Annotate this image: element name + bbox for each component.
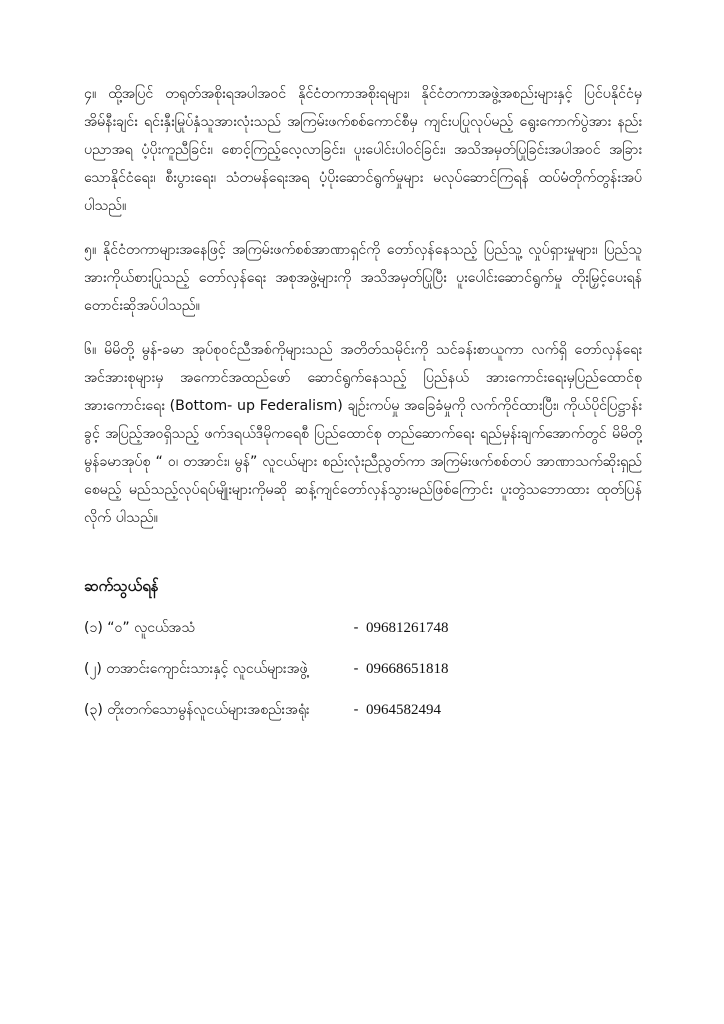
contact-phone: 09681261748	[366, 620, 449, 636]
paragraph-5: ၅။ နိုင်ငံတကာများအနေဖြင့် အကြမ်းဖက်စစ်အာဏာရှင်ကို တော်လှန်နေသည့် ပြည်သူ့ လှုပ်ရှားမှုများ၊ ပြည်သူအားကိုယ်စားပြုသည့် တော်လှန်ရေး အစုအဖွဲ့များကို အသိအမှတ်ပြုပြီး ပူးပေါင်းဆောင်ရွက်မှု တိုးမြှင့်ပေးရန် တောင်းဆိုအပ်ပါသည်။	[84, 242, 642, 314]
document-page	[84, 80, 642, 739]
contact-separator: -	[353, 620, 359, 636]
contact-name: (၂) တအာင်းကျောင်းသားနှင့် လူငယ်များအဖွဲ့	[84, 661, 308, 677]
paragraph-4: ၄။ ထို့အပြင် တရုတ်အစိုးရအပါအဝင် နိုင်ငံတကာအစိုးရများ၊ နိုင်ငံတကာအဖွဲ့အစည်းများနှင့် ပြင်ပနိုင်ငံမှ အိမ်နီးချင်း ရင်းနှီးမြုပ်နှံသူအားလုံးသည် အကြမ်းဖက်စစ်ကောင်စီမှ ကျင်းပပြုလုပ်မည့် ရွေးကောက်ပွဲအား နည်းပညာအရ ပံ့ပိုးကူညီခြင်း၊ စောင့်ကြည့်လေ့လာခြင်း၊ ပူးပေါင်းပါဝင်ခြင်း၊ အသိအမှတ်ပြုခြင်းအပါအဝင် အခြားသောနိုင်ငံရေး၊ စီးပွားရေး၊ သံတမန်ရေးအရ ပံ့ပိုးဆောင်ရွက်မှုများ မလုပ်ဆောင်ကြရန် ထပ်မံတိုက်တွန်းအပ်ပါသည်။	[84, 86, 642, 214]
contact-row	[84, 616, 642, 640]
contact-row	[84, 657, 642, 681]
contact-separator: -	[353, 661, 359, 677]
contact-phone: 0964582494	[366, 702, 441, 718]
paragraph-6: ၆။ မိမိတို့ မွန်-ခမာ အုပ်စုဝင်ညီအစ်ကိုများသည် အတိတ်သမိုင်းကို သင်ခန်းစာယူကာ လက်ရှိ တော်လှန်ရေး အင်အားစုများမှ အကောင်အထည်ဖော် ဆောင်ရွက်နေသည့် ပြည်နယ် အားကောင်းရေးမှပြည်ထောင်စု အားကောင်းရေး (Bottom- up Federalism) ချဉ်းကပ်မှု အခြေခံမှုကို လက်ကိုင်ထားပြီး၊ ကိုယ်ပိုင်ပြဋ္ဌာန်းခွင့် အပြည့်အဝရှိသည့် ဖက်ဒရယ်ဒီမိုကရေစီ ပြည်ထောင်စု တည်ဆောက်ရေး ရည်မှန်းချက်အောက်တွင် မိမိတို့မွန်ခမာအုပ်စု “ ဝ၊ တအာင်း၊ မွန်” လူငယ်များ စည်းလုံးညီညွတ်ကာ အကြမ်းဖက်စစ်တပ် အာဏာသက်ဆိုးရှည်စေမည့် မည်သည့်လုပ်ရပ်မျိုးများကိုမဆို ဆန့်ကျင်တော်လှန်သွားမည်ဖြစ်ကြောင်း ပူးတွဲသဘောထား ထုတ်ပြန်လိုက် ပါသည်။	[84, 342, 642, 526]
contact-name: (၁) “ဝ” လူငယ်အသံ	[84, 620, 195, 636]
contact-heading: ဆက်သွယ်ရန်	[84, 577, 159, 595]
contact-separator: -	[353, 702, 359, 718]
contact-phone: 09668651818	[366, 661, 449, 677]
contact-name: (၃) တိုးတက်သောမွန်လူငယ်များအစည်းအရုံး	[84, 702, 310, 718]
contact-row	[84, 698, 642, 722]
